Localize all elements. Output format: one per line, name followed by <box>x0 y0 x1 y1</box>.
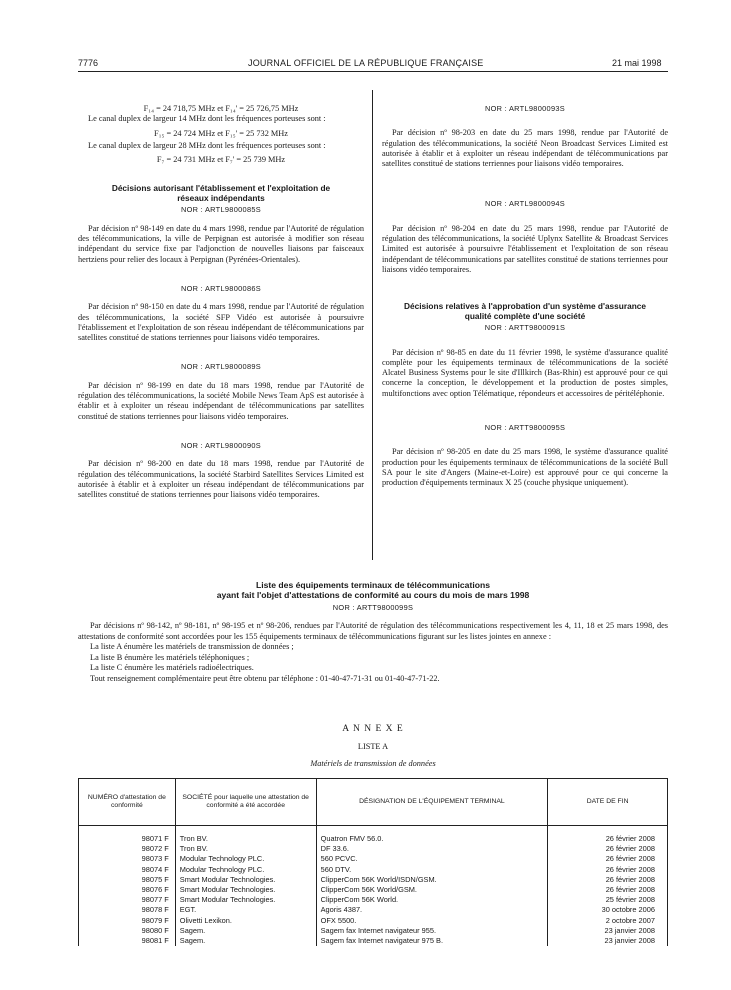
table-row <box>79 936 668 946</box>
liste-a-line: La liste A énumère les matériels de transmission de données ; <box>90 642 294 651</box>
cell-designation: 560 DTV. <box>316 865 548 875</box>
liste-title-line1: Liste des équipements terminaux de télécommunications <box>255 580 490 590</box>
cell-societe: Sagem. <box>175 926 316 936</box>
nor-reference: NOR : ARTT9800099S <box>332 603 414 612</box>
decision-paragraph: Par décision nº 98-200 en date du 18 mars 1998, rendue par l'Autorité de régulation des télécommunications, la société Starbird Satellites Services Limited est autorisée à établir et à exploiter un réseau indépendant de télécommunications par satellites constitué de stations terriennes pour liaisons vidéo temporaires. <box>78 459 364 500</box>
cell-societe: Olivetti Lexikon. <box>175 916 316 926</box>
cell-numero: 98077 F <box>79 895 176 905</box>
liste-a-subtitle: Matériels de transmission de données <box>310 759 436 768</box>
decision-paragraph: Par décision nº 98-199 en date du 18 mars 1998, rendue par l'Autorité de régulation des télécommunications, la société Mobile News Team ApS est autorisée à établir et à exploiter un réseau indépendant de télécommunications par satellites constitué de stations terriennes pour liaisons vidéo temporaires. <box>78 380 364 421</box>
liste-body <box>78 621 668 684</box>
cell-date: 23 janvier 2008 <box>548 926 668 936</box>
decision-paragraph: Par décision nº 98-205 en date du 25 mars 1998, le système d'assurance qualité production pour les équipements terminaux de télécommunications de la société Bull SA pour le site d'Angers (Maine-et-Loire) est approuvé pour ce qui concerne la production d'équipements terminaux X 25 (couche physique uniquement). <box>382 447 668 488</box>
cell-date: 26 février 2008 <box>548 875 668 885</box>
decision-paragraph: Par décision nº 98-85 en date du 11 février 1998, le système d'assurance qualité complète pour les équipements terminaux de télécommunications de la société Alcatel Business Systems pour le site d'Illkirch (Bas-Rhin) est approuvé pour ce qui concerne la conception, le développement et la production de postes simples, multifonctions avec option Télématique, répondeurs et accessoires de péritéléphonie. <box>382 347 668 398</box>
cell-societe: Tron BV. <box>175 844 316 854</box>
liste-b-line: La liste B énumère les matériels téléphoniques ; <box>90 652 250 662</box>
table-row <box>79 844 668 854</box>
cell-designation: DF 33.6. <box>316 844 548 854</box>
annexe-title: A N N E X E <box>342 724 404 734</box>
table-row <box>79 854 668 864</box>
cell-societe: Smart Modular Technologies. <box>175 885 316 895</box>
header-rule <box>78 71 668 72</box>
cell-date: 2 octobre 2007 <box>548 916 668 926</box>
cell-numero: 98076 F <box>79 885 176 895</box>
left-column <box>78 104 364 500</box>
table-body <box>79 826 668 947</box>
paragraph: Le canal duplex de largeur 28 MHz dont les fréquences porteuses sont : <box>88 140 326 150</box>
cell-date: 30 octobre 2006 <box>548 905 668 915</box>
cell-societe: EGT. <box>175 905 316 915</box>
equipment-table <box>78 778 668 946</box>
cell-numero: 98071 F <box>79 834 176 844</box>
cell-societe: Modular Technology PLC. <box>175 854 316 864</box>
decision-paragraph: Par décision nº 98-150 en date du 4 mars 1998, rendue par l'Autorité de régulation des télécommunications, la société SFP Vidéo est autorisée à poursuivre l'établissement et l'exploitation de son réseau indépendant de télécommunications par satellites constitué de stations terriennes pour liaisons vidéo temporaires. <box>78 302 364 343</box>
cell-date: 26 février 2008 <box>548 834 668 844</box>
cell-numero: 98075 F <box>79 875 176 885</box>
paragraph: Le canal duplex de largeur 14 MHz dont les fréquences porteuses sont : <box>88 114 326 124</box>
cell-numero: 98074 F <box>79 865 176 875</box>
cell-designation: Sagem fax Internet navigateur 975 B. <box>316 936 548 946</box>
liste-c-line: La liste C énumère les matériels radioélectriques. <box>90 663 254 672</box>
table-row <box>79 905 668 915</box>
cell-numero: 98080 F <box>79 926 176 936</box>
decision-paragraph: Par décision nº 98-149 en date du 4 mars 1998, rendue par l'Autorité de régulation des télécommunications, la ville de Perpignan est autorisée à modifier son réseau indépendant du service fixe par l'adjonction de nouvelles liaisons par faisceaux hertziens pour relier des locaux à Perpignan (Pyrénées-Orientales). <box>78 223 364 264</box>
nor-reference: NOR : ARTL9800093S <box>484 104 566 113</box>
cell-numero: 98073 F <box>79 854 176 864</box>
cell-date: 23 janvier 2008 <box>548 936 668 946</box>
cell-societe: Modular Technology PLC. <box>175 865 316 875</box>
cell-date: 26 février 2008 <box>548 865 668 875</box>
issue-date: 21 mai 1998 <box>612 58 662 68</box>
cell-date: 26 février 2008 <box>548 854 668 864</box>
table-spacer-row <box>79 826 668 835</box>
header-societe: SOCIÉTÉ pour laquelle une attestation de conformité a été accordée <box>175 779 316 826</box>
decision-paragraph: Par décision nº 98-203 en date du 25 mars 1998, rendue par l'Autorité de régulation des télécommunications, la société Neon Broadcast Services Limited est autorisée à établir et à exploiter un réseau indépendant de télécommunications par satellites constitué de stations terriennes pour liaisons vidéo temporaires. <box>382 128 668 169</box>
frequency-line: F₇ = 24 731 MHz et F₇' = 25 739 MHz <box>156 155 286 165</box>
cell-date: 26 février 2008 <box>548 885 668 895</box>
table-row <box>79 834 668 844</box>
nor-reference: NOR : ARTT9800091S <box>484 323 566 333</box>
cell-societe: Sagem. <box>175 936 316 946</box>
liste-title-line2: ayant fait l'objet d'attestations de conformité au cours du mois de mars 1998 <box>216 590 530 600</box>
table-row <box>79 885 668 895</box>
cell-date: 26 février 2008 <box>548 844 668 854</box>
table-row <box>79 926 668 936</box>
cell-designation: ClipperCom 56K World. <box>316 895 548 905</box>
cell-numero: 98072 F <box>79 844 176 854</box>
frequency-line: F₁₄ = 24 718,75 MHz et F₁₄' = 25 726,75 MHz <box>143 104 299 113</box>
table-row <box>79 895 668 905</box>
page-number: 7776 <box>78 58 99 68</box>
telephone-line: Tout renseignement complémentaire peut être obtenu par téléphone : 01-40-47-71-31 ou 01-40-47-71-22. <box>90 673 440 683</box>
table-header-row <box>79 779 668 826</box>
cell-date: 25 février 2008 <box>548 895 668 905</box>
column-divider <box>372 90 373 560</box>
cell-designation: ClipperCom 56K World/GSM. <box>316 885 548 895</box>
nor-reference: NOR : ARTL9800086S <box>180 283 262 293</box>
cell-societe: Smart Modular Technologies. <box>175 895 316 905</box>
journal-title: JOURNAL OFFICIEL DE LA RÉPUBLIQUE FRANÇAISE <box>248 58 484 68</box>
header-numero: NUMÉRO d'attestation de conformité <box>79 779 176 826</box>
section-title: Décisions autorisant l'établissement et l'exploitation de réseaux indépendants <box>111 183 331 204</box>
nor-reference: NOR : ARTL9800094S <box>484 199 566 209</box>
table-row <box>79 865 668 875</box>
right-column <box>382 104 668 489</box>
table-row <box>79 875 668 885</box>
cell-designation: 560 PCVC. <box>316 854 548 864</box>
nor-reference: NOR : ARTL9800089S <box>180 362 262 372</box>
cell-designation: Agoris 4387. <box>316 905 548 915</box>
nor-reference: NOR : ARTT9800095S <box>484 423 566 433</box>
liste-title <box>78 580 668 600</box>
cell-societe: Smart Modular Technologies. <box>175 875 316 885</box>
nor-reference: NOR : ARTL9800085S <box>180 205 262 215</box>
cell-designation: Quatron FMV 56.0. <box>316 834 548 844</box>
cell-numero: 98079 F <box>79 916 176 926</box>
cell-numero: 98081 F <box>79 936 176 946</box>
cell-designation: ClipperCom 56K World/ISDN/GSM. <box>316 875 548 885</box>
header-date: DATE DE FIN <box>548 779 668 826</box>
cell-numero: 98078 F <box>79 905 176 915</box>
cell-designation: Sagem fax Internet navigateur 955. <box>316 926 548 936</box>
header-designation: DÉSIGNATION DE L'ÉQUIPEMENT TERMINAL <box>316 779 548 826</box>
nor-reference: NOR : ARTL9800090S <box>180 440 262 450</box>
cell-societe: Tron BV. <box>175 834 316 844</box>
table-row <box>79 916 668 926</box>
liste-a-title: LISTE A <box>357 742 389 751</box>
decision-paragraph: Par décision nº 98-204 en date du 25 mars 1998, rendue par l'Autorité de régulation des télécommunications, la société Uplynx Satellite & Broadcast Services Limited est autorisée à poursuivre l'établissement et l'exploitation de son réseau indépendant de télécommunications par satellites constitué de stations terriennes pour liaisons vidéo temporaires. <box>382 223 668 274</box>
cell-designation: OFX 5500. <box>316 916 548 926</box>
intro-paragraph: Par décisions nº 98-142, nº 98-181, nº 98-195 et nº 98-206, rendues par l'Autorité de régulation des télécommunications respectivement les 4, 11, 18 et 25 mars 1998, des attestations de conformité sont accordées pour les 155 équipements terminaux de télécommunications figurant sur les listes jointes en annexe : <box>78 621 668 641</box>
section-title: Décisions relatives à l'approbation d'un système d'assurance qualité complète d'une société <box>403 301 646 322</box>
frequency-line: F₁₅ = 24 724 MHz et F₁₅' = 25 732 MHz <box>154 128 288 138</box>
